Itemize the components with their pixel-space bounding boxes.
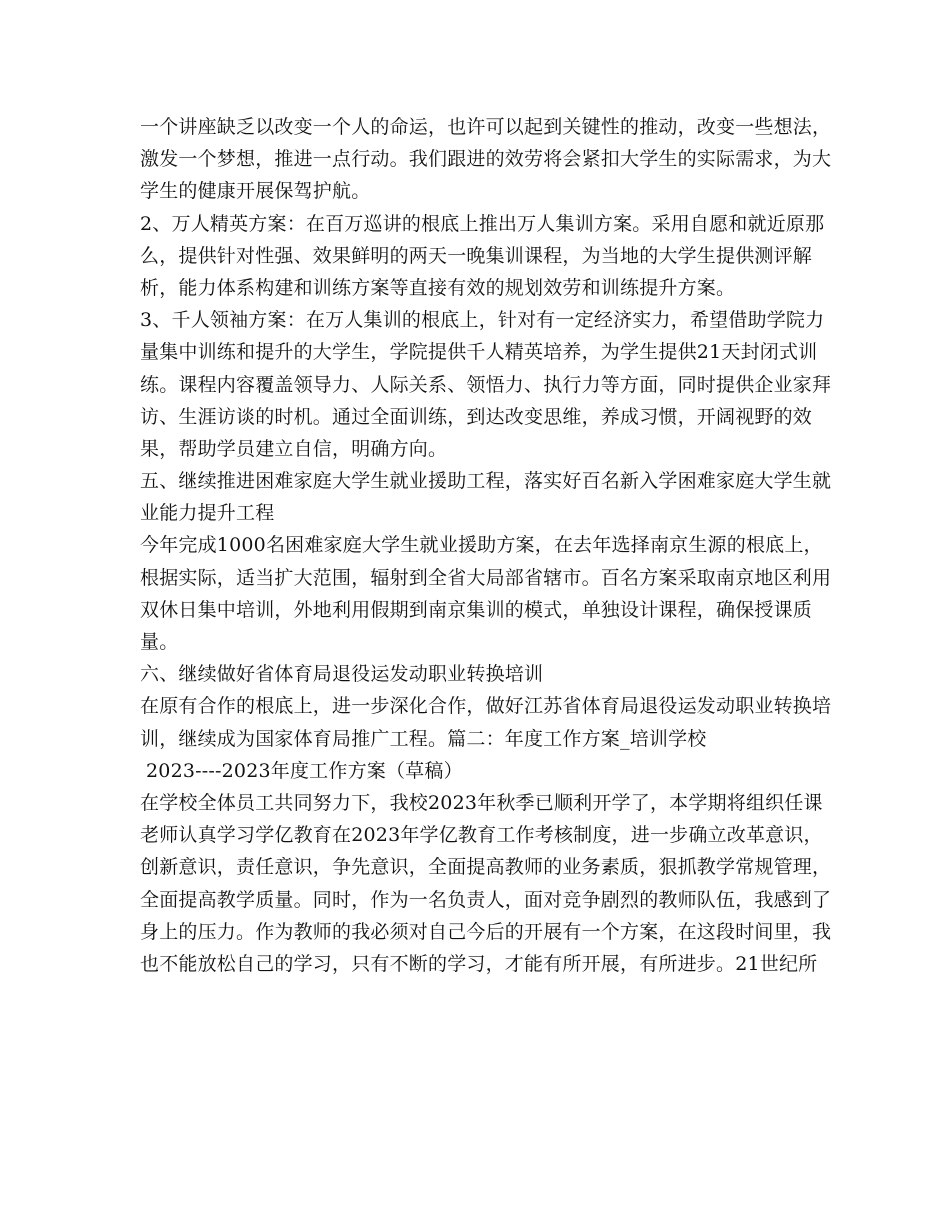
text-line: 老师认真学习学亿教育在2023年学亿教育工作考核制度，进一步确立改革意识， <box>140 824 823 847</box>
text-line: 2、万人精英方案：在百万巡讲的根底上推出万人集训方案。采用自愿和就近原那 <box>140 212 825 235</box>
text-line: 训，继续成为国家体育局推广工程。篇二：年度工作方案_培训学校 <box>140 727 707 750</box>
text-line: 果，帮助学员建立自信，明确方向。 <box>140 437 448 460</box>
text-line: 在原有合作的根底上，进一步深化合作，做好江苏省体育局退役运发动职业转换培 <box>140 695 832 718</box>
text-line: 一个讲座缺乏以改变一个人的命运，也许可以起到关键性的推动，改变一些想法， <box>140 116 832 138</box>
text-line: 量。 <box>140 631 179 653</box>
text-line: 激发一个梦想，推进一点行动。我们跟进的效劳将会紧扣大学生的实际需求，为大 <box>140 148 832 171</box>
text-line: 析，能力体系构建和训练方案等直接有效的规划效劳和训练提升方案。 <box>140 276 736 299</box>
document-body <box>140 111 832 980</box>
text-line: 3、千人领袖方案：在万人集训的根底上，针对有一定经济实力，希望借助学院力 <box>140 309 825 332</box>
section-heading: 五、继续推进困难家庭大学生就业援助工程，落实好百名新入学困难家庭大学生就 <box>140 470 832 493</box>
text-line: 访、生涯访谈的时机。通过全面训练，到达改变思维，养成习惯，开阔视野的效 <box>140 405 813 428</box>
text-line: 今年完成1000名困难家庭大学生就业援助方案，在去年选择南京生源的根底上， <box>140 534 823 557</box>
text-line: 全面提高教学质量。同时，作为一名负责人，面对竞争剧烈的教师队伍，我感到了 <box>140 888 832 911</box>
text-line: 根据实际，适当扩大范围，辐射到全省大局部省辖市。百名方案采取南京地区利用 <box>140 566 832 589</box>
text-line: 在学校全体员工共同努力下，我校2023年秋季已顺利开学了，本学期将组织任课 <box>140 791 823 814</box>
text-line: 双休日集中培训，外地利用假期到南京集训的模式，单独设计课程，确保授课质 <box>140 598 813 621</box>
text-line: 练。课程内容覆盖领导力、人际关系、领悟力、执行力等方面，同时提供企业家拜 <box>140 373 832 396</box>
text-line: 身上的压力。作为教师的我必须对自己今后的开展有一个方案，在这段时间里，我 <box>140 920 832 943</box>
text-line: 也不能放松自己的学习，只有不断的学习，才能有所开展，有所进步。21世纪所 <box>140 952 818 975</box>
section-heading: 业能力提升工程 <box>140 502 275 525</box>
text-line: 创新意识，责任意识，争先意识，全面提高教师的业务素质，狠抓教学常规管理， <box>140 856 832 879</box>
text-line: 量集中训练和提升的大学生，学院提供千人精英培养，为学生提供21天封闭式训 <box>140 341 818 364</box>
text-line: 么，提供针对性强、效果鲜明的两天一晚集训课程，为当地的大学生提供测评解 <box>140 244 813 267</box>
document-subtitle: 2023----2023年度工作方案（草稿） <box>146 759 463 782</box>
section-heading: 六、继续做好省体育局退役运发动职业转换培训 <box>140 663 544 686</box>
text-line: 学生的健康开展保驾护航。 <box>140 180 371 203</box>
